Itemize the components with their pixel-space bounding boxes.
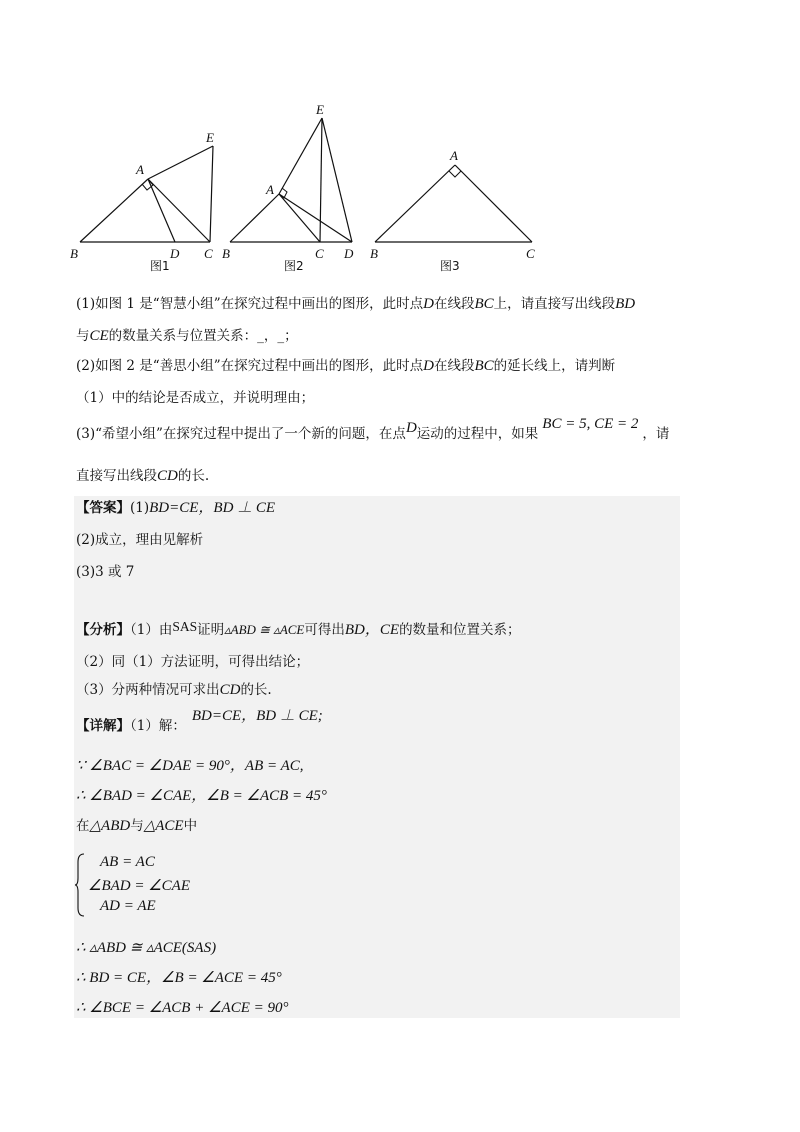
analysis-line-2 xyxy=(76,652,309,672)
answer-line-3 xyxy=(76,562,134,582)
analysis-line-3 xyxy=(76,680,272,700)
figures-area xyxy=(70,100,590,280)
fig1-caption: 图1 xyxy=(150,259,170,273)
answer-line-2 xyxy=(76,530,203,550)
figure-3 xyxy=(375,165,532,242)
q2-mid: 在线段 xyxy=(433,358,475,374)
fig3-point-b: B xyxy=(370,246,378,261)
analysis-l3-suffix: 的长. xyxy=(240,682,272,698)
q3-point: D xyxy=(405,420,417,436)
q3-line2-suffix: 的长. xyxy=(177,468,210,484)
fig2-point-b: B xyxy=(222,246,230,261)
system-row-3: AD = AE xyxy=(100,898,156,914)
analysis-l2: （2）同（1）方法证明，可得出结论； xyxy=(76,654,310,670)
question-2-line-2 xyxy=(76,388,314,408)
detail-step-5: ∴ BD = CE，∠B = ∠ACE = 45° xyxy=(76,970,282,986)
figure-1 xyxy=(80,146,213,242)
answer-1: BD=CE，BD ⊥ CE xyxy=(149,500,276,516)
detail-s3-mid: 与 xyxy=(130,818,144,834)
detail-s3-prefix: 在 xyxy=(76,818,90,834)
fig3-point-a: A xyxy=(450,148,458,163)
figure-2 xyxy=(230,118,352,242)
detail-label: 【详解】 xyxy=(76,718,130,734)
fig3-point-c: C xyxy=(526,246,535,261)
analysis-line-1 xyxy=(76,620,521,640)
equation-system xyxy=(74,852,234,918)
detail-step-3 xyxy=(76,816,197,836)
q2-prefix: (2)如图 2 是“善思小组”在探究过程中画出的图形，此时点 xyxy=(76,358,424,374)
question-3-line-1 xyxy=(76,416,670,444)
fig3-caption: 图3 xyxy=(440,259,460,273)
q3-line2-prefix: 直接写出线段 xyxy=(76,468,157,484)
analysis-label: 【分析】 xyxy=(76,622,130,638)
q1-prefix: (1)如图 1 是“智慧小组”在探究过程中画出的图形，此时点 xyxy=(76,296,424,312)
answer-line-1 xyxy=(76,498,275,518)
fig1-point-b: B xyxy=(70,246,78,261)
q3-prefix: (3)“希望小组”在探究过程中提出了一个新的问题，在点 xyxy=(76,426,406,442)
analysis-l1-prefix: （1）由 xyxy=(130,622,173,638)
system-row-1: AB = AC xyxy=(100,854,155,870)
q3-segment: CD xyxy=(157,468,178,484)
detail-s3-triangle-1: △ABD xyxy=(89,818,131,834)
analysis-l3-prefix: （3）分两种情况可求出 xyxy=(76,682,220,698)
q2-line2: （1）中的结论是否成立，并说明理由； xyxy=(76,390,315,406)
q1-mid: 在线段 xyxy=(433,296,475,312)
q2-segment: BC xyxy=(474,358,494,374)
q3-suffix: ，请 xyxy=(642,426,670,442)
fig2-point-e: E xyxy=(316,102,324,117)
question-3-line-2 xyxy=(76,466,209,486)
answer-3: (3)3 或 7 xyxy=(76,564,135,580)
fig1-point-e: E xyxy=(206,130,214,145)
geometry-figures xyxy=(70,100,590,280)
left-brace-icon xyxy=(74,852,86,918)
fig1-point-a: A xyxy=(136,162,144,177)
answer-label: 【答案】 xyxy=(76,500,130,516)
analysis-l1-mid: 证明 xyxy=(197,622,225,638)
q2-suffix: 的延长线上，请判断 xyxy=(493,358,616,374)
answer-2: (2)成立，理由见解析 xyxy=(76,532,204,548)
fig2-point-d: D xyxy=(344,246,354,261)
analysis-l3-seg: CD xyxy=(219,682,241,698)
detail-step-4: ∴ ▵ABD ≅ ▵ACE(SAS) xyxy=(76,940,217,956)
analysis-congruence: ▵ABD ≅ ▵ACE xyxy=(224,622,305,637)
detail-line-1 xyxy=(76,708,323,736)
detail-s3-triangle-2: △ACE xyxy=(143,818,184,834)
analysis-l1-mid2: 可得出 xyxy=(304,622,345,638)
detail-step-2: ∴ ∠BAD = ∠CAE，∠B = ∠ACB = 45° xyxy=(76,788,327,804)
q1-line2-suffix: 的数量关系与位置关系：_，_； xyxy=(108,328,298,344)
q2-point: D xyxy=(423,358,434,374)
detail-step-1: ∵ ∠BAC = ∠DAE = 90°，AB = AC, xyxy=(76,758,304,774)
q1-line2-prefix: 与 xyxy=(76,328,90,344)
fig2-point-a: A xyxy=(266,182,274,197)
fig2-caption: 图2 xyxy=(284,259,304,273)
question-1-line-1 xyxy=(76,294,635,314)
analysis-sas: SAS xyxy=(172,619,198,634)
detail-claim: BD=CE，BD ⊥ CE; xyxy=(191,708,323,724)
question-2-line-1 xyxy=(76,356,615,376)
detail-step-6: ∴ ∠BCE = ∠ACB + ∠ACE = 90° xyxy=(76,1000,289,1016)
q3-mid: 运动的过程中，如果 xyxy=(416,426,539,442)
q1-seg-ce: CE xyxy=(89,328,109,344)
detail-intro: （1）解： xyxy=(130,718,186,734)
detail-s3-suffix: 中 xyxy=(183,818,198,834)
system-row-2: ∠BAD = ∠CAE xyxy=(88,878,191,894)
q1-suffix: 上，请直接写出线段 xyxy=(493,296,616,312)
answer-1-num: (1) xyxy=(130,500,150,516)
fig1-point-d: D xyxy=(170,246,180,261)
q1-segment: BC xyxy=(474,296,494,312)
q1-seg-bd: BD xyxy=(615,296,636,312)
q3-condition: BC = 5, CE = 2 xyxy=(542,416,639,432)
fig2-point-c: C xyxy=(315,246,324,261)
analysis-segments: BD，CE xyxy=(344,622,400,638)
q1-point: D xyxy=(423,296,434,312)
question-1-line-2 xyxy=(76,326,298,346)
analysis-l1-suffix: 的数量和位置关系； xyxy=(399,622,521,638)
fig1-point-c: C xyxy=(204,246,213,261)
